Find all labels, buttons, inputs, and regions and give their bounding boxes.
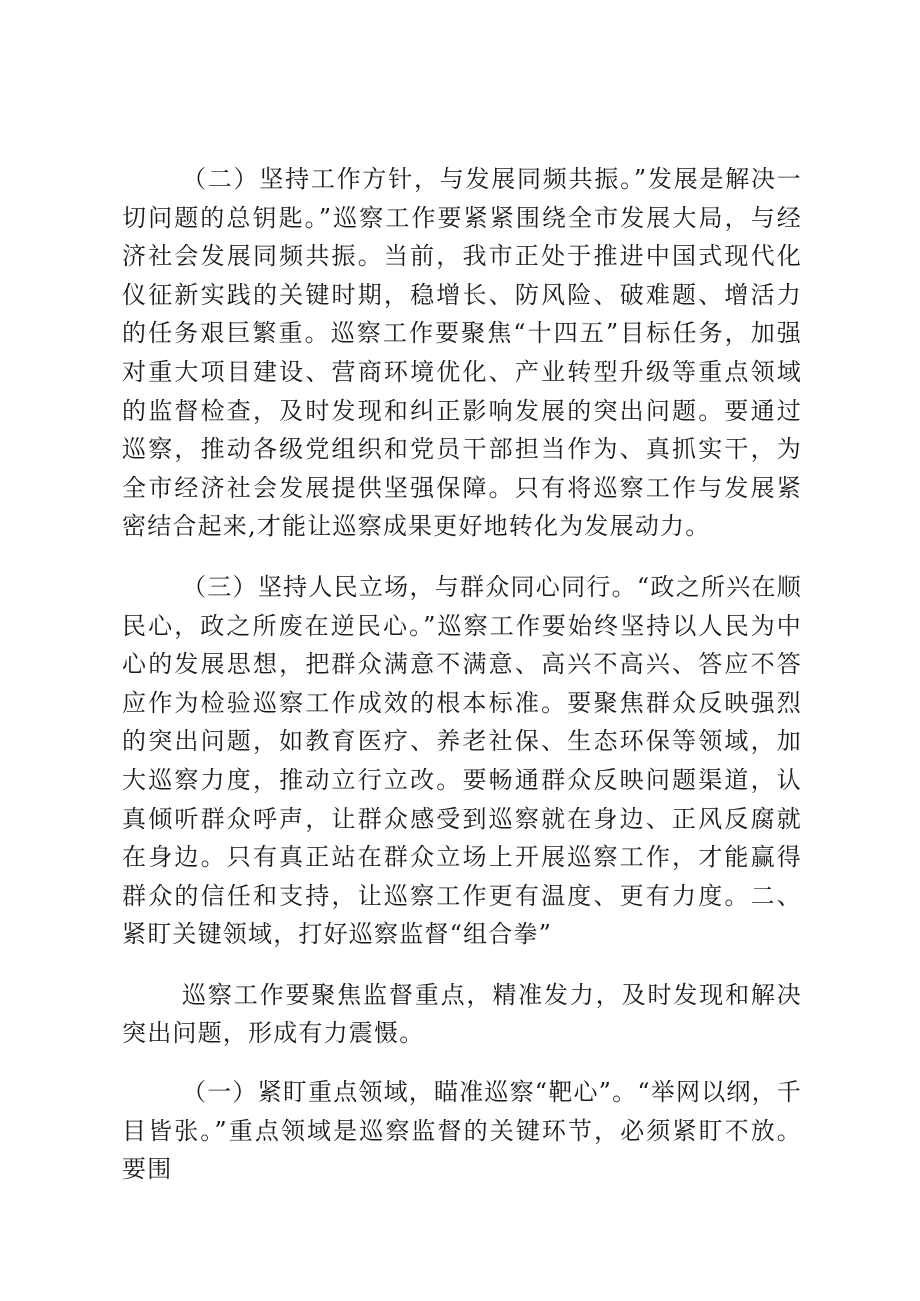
document-body [122,160,802,1211]
paragraph-adhere-people-stance: （三）坚持人民立场，与群众同心同行。“政之所兴在顺民心，政之所废在逆民心。”巡察工作要始终坚持以人民为中心的发展思想，把群众满意不满意、高兴不高兴、答应不答应作为检验巡察工作成效的根本标准。要聚焦群众反映强烈的突出问题，如教育医疗、养老社保、生态环保等领域，加大巡察力度，推动立行立改。要畅通群众反映问题渠道，认真倾听群众呼声，让群众感受到巡察就在身边、正风反腐就在身边。只有真正站在群众立场上开展巡察工作，才能赢得群众的信任和支持，让巡察工作更有温度、更有力度。二、紧盯关键领域，打好巡察监督“组合拳” [122,572,802,949]
paragraph-adhere-work-policy: （二）坚持工作方针，与发展同频共振。”发展是解决一切问题的总钥匙。”巡察工作要紧紧围绕全市发展大局，与经济社会发展同频共振。当前，我市正处于推进中国式现代化仪征新实践的关键时期，稳增长、防风险、破难题、增活力的任务艰巨繁重。巡察工作要聚焦“十四五”目标任务，加强对重大项目建设、营商环境优化、产业转型升级等重点领域的监督检查，及时发现和纠正影响发展的突出问题。要通过巡察，推动各级党组织和党员干部担当作为、真抓实干，为全市经济社会发展提供坚强保障。只有将巡察工作与发展紧密结合起来,才能让巡察成果更好地转化为发展动力。 [122,165,802,541]
paragraph-key-areas: （一）紧盯重点领域，瞄准巡察“靶心”。“举网以纲，千目皆张。”重点领域是巡察监督的关键环节，必须紧盯不放。要围 [122,1078,803,1184]
paragraph-focus-supervision: 巡察工作要聚焦监督重点，精准发力，及时发现和解决突出问题，形成有力震慑。 [122,980,802,1048]
